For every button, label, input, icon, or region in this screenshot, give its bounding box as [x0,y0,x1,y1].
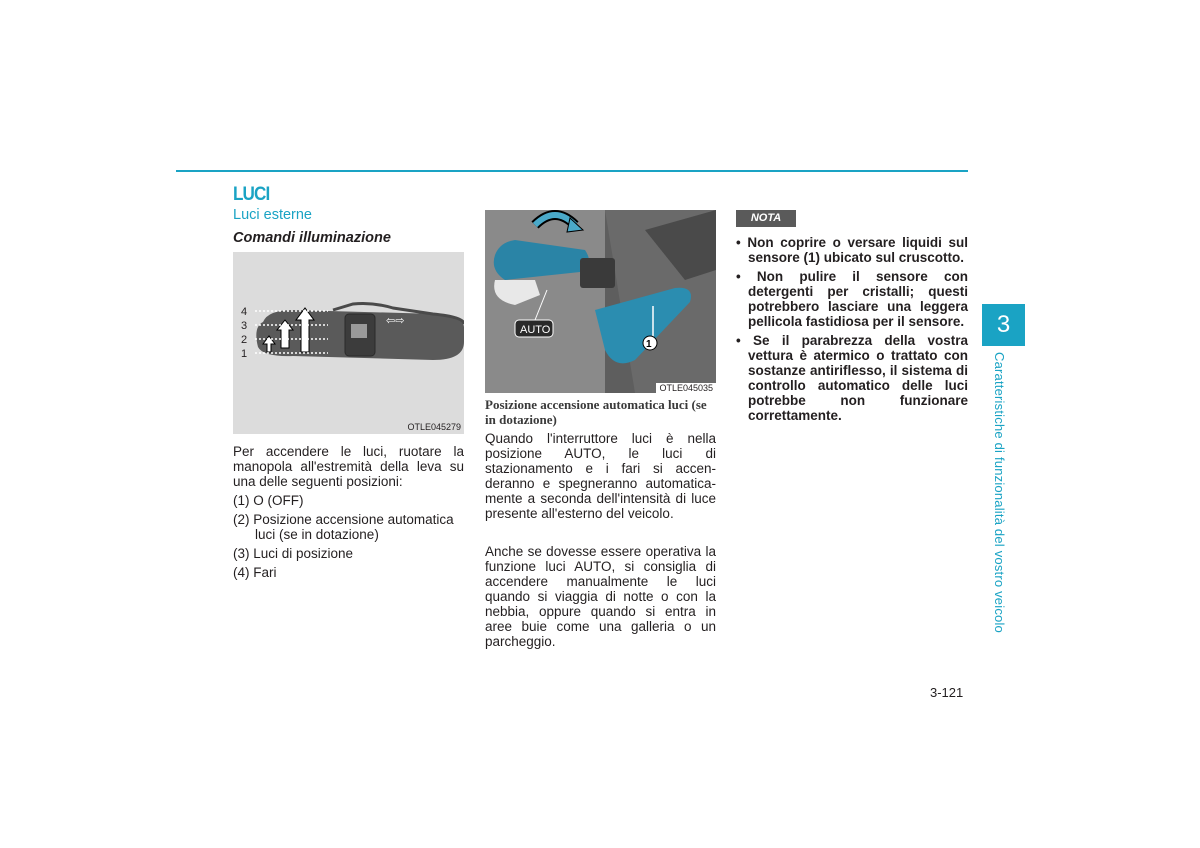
lever-figure [233,252,464,434]
note-item: • Se il parabrezza della vostra vettura è atermico o trattato con sostanze antiriflesso, il sistema di controllo automatico delle luci potrebbe non funzionare correttamente. [736,333,968,423]
intro-paragraph: Per accendere le luci, ruotare la manopola all'estremità della leva su una delle seguenti posizioni: [233,444,464,489]
position-label-3: 3 [241,320,248,332]
figure-code: OTLE045035 [656,383,716,393]
position-label-2: 2 [241,334,248,346]
note-item: • Non coprire o versare liquidi sul sensore (1) ubicato sul cruscotto. [736,235,968,265]
list-item: (3) Luci di posizione [233,546,354,561]
advice-paragraph: Anche se dovesse essere operativa la funzione luci AUTO, si consiglia di accendere manualmente le luci quando si viaggia di notte o con la nebbia, oppure quando si entra in aree buie come una galleria o un parcheggio. [485,544,716,649]
auto-light-illustration [485,210,716,393]
sensor-marker: 1 [646,339,652,350]
lever-illustration [233,252,464,434]
list-item: (4) Fari [233,565,277,580]
chapter-title: Caratteristiche di funzionalità del vostro veicolo [992,352,1007,633]
note-item: • Non pulire il sensore con detergenti per cristalli; questi potrebbero lasciare una leggera pellicola fastidiosa per il sensore. [736,269,968,329]
list-item: (1) O (OFF) [233,493,304,508]
turn-signal-icon: ⇦⇨ [386,314,405,327]
figure-caption: Posizione accensione automatica luci (se in dotazione) [485,397,707,427]
note-badge: NOTA [736,210,796,227]
subsection-title: Luci esterne [233,207,312,223]
chapter-tab: 3 [982,304,1025,346]
page-number: 3-121 [930,685,964,700]
auto-paragraph: Quando l'interruttore luci è nella posizione AUTO, le luci di stazionamento e i fari si accen-deranno e spegneranno automatica-mente a seconda dell'intensità di luce presente all'esterno del veicolo. [485,431,716,521]
position-label-4: 4 [241,306,248,318]
position-list [233,493,464,584]
auto-light-figure [485,210,716,393]
note-list [736,235,968,427]
figure-code: OTLE045279 [407,422,461,432]
section-title: LUCI [233,184,270,205]
subsubsection-title: Comandi illuminazione [233,230,391,246]
position-label-1: 1 [241,348,248,360]
auto-label: AUTO [520,324,551,336]
list-item: (2) Posizione accensione automatica luci (se in dotazione) [233,512,454,542]
header-rule [176,170,968,172]
